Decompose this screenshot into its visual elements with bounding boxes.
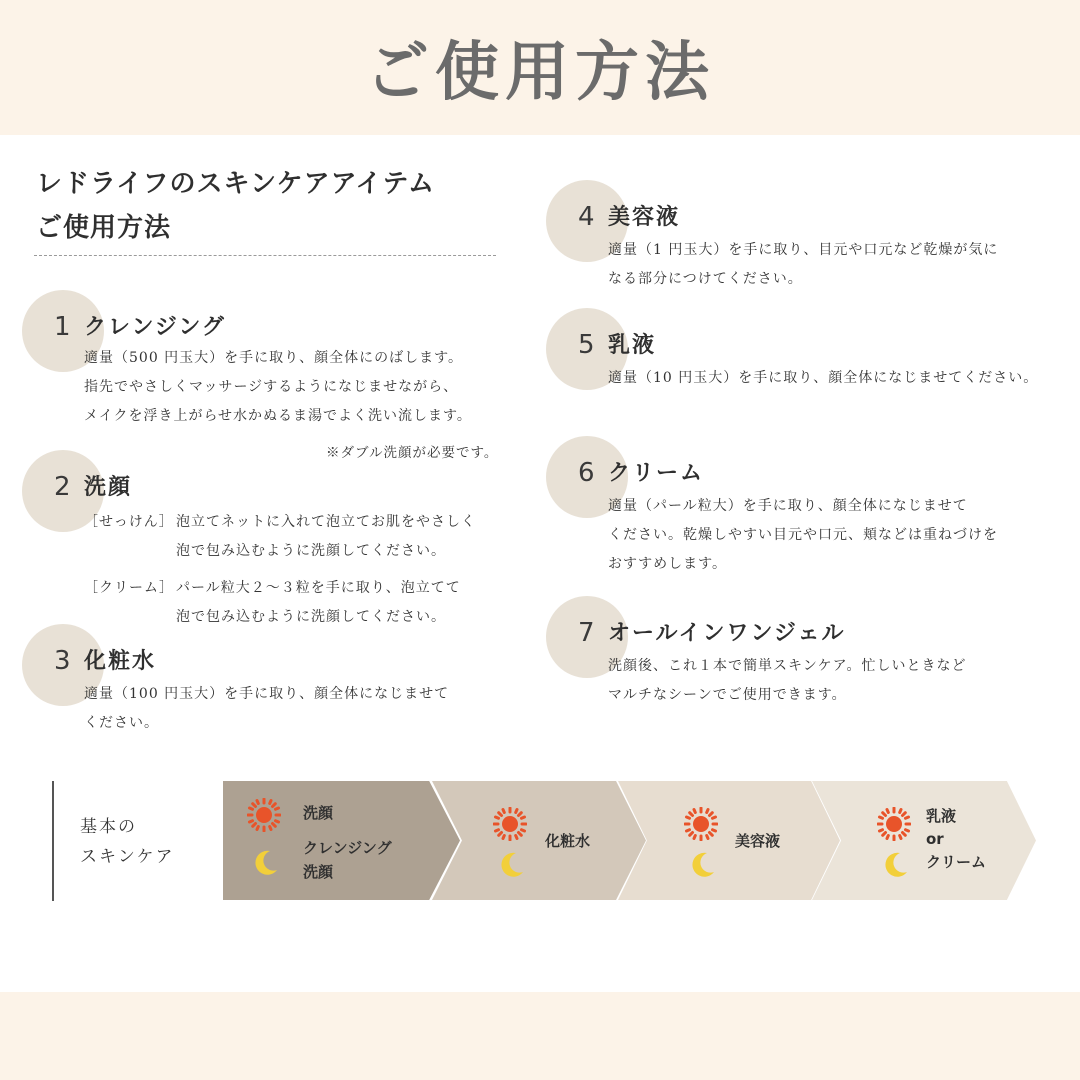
step-1-line: メイクを浮き上がらせ水かぬるま湯でよく洗い流します。 <box>84 408 472 424</box>
moon-icon <box>496 850 526 880</box>
stage-1-day-text: 洗顔 <box>303 804 334 822</box>
step-1-number: 1 <box>54 312 71 342</box>
step-2-cream <box>84 574 461 632</box>
step-5-number: 5 <box>578 330 595 360</box>
flow-label <box>80 812 175 872</box>
step-3-line: 適量（100 円玉大）を手に取り、顔全体になじませて <box>84 686 450 702</box>
step-4-line: 適量（1 円玉大）を手に取り、目元や口元など乾燥が気に <box>608 242 999 258</box>
step-3-line: ください。 <box>84 715 159 731</box>
step-2-cream-line: パール粒大２〜３粒を手に取り、泡立てて <box>176 580 461 596</box>
step-6-number: 6 <box>578 458 595 488</box>
step-3-body <box>84 680 449 738</box>
heading-line-1: レドライフのスキンケアアイテム <box>36 169 436 199</box>
step-7-line: マルチなシーンでご使用できます。 <box>608 687 847 703</box>
page-title: ご使用方法 <box>365 35 715 110</box>
step-5-body <box>608 364 1038 393</box>
stage-1-night-line: 洗顔 <box>303 863 334 881</box>
stage-2-text: 化粧水 <box>545 832 591 850</box>
stage-4-line: クリーム <box>926 853 987 871</box>
step-2-cream-tag: ［クリーム］ <box>84 580 174 596</box>
sun-icon <box>877 807 911 841</box>
step-2-soap-text <box>176 508 476 566</box>
stage-3-text: 美容液 <box>735 832 781 850</box>
step-1-line: 指先でやさしくマッサージするようになじませながら、 <box>84 379 459 395</box>
step-2-cream-line: 泡で包み込むように洗顔してください。 <box>176 609 446 625</box>
flow-label-line: 基本の <box>80 817 137 837</box>
step-1-note: ※ダブル洗顔が必要です。 <box>326 445 499 461</box>
step-6-title: クリーム <box>608 460 705 486</box>
step-5-title: 乳液 <box>608 332 657 358</box>
flow-divider <box>52 781 54 901</box>
stage-4-line: or <box>926 830 944 848</box>
step-7-line: 洗顔後、これ１本で簡単スキンケア。忙しいときなど <box>608 658 967 674</box>
step-6-line: ください。乾燥しやすい目元や口元、頬などは重ねづけを <box>608 527 998 543</box>
step-4-number: 4 <box>578 202 595 232</box>
step-7-body <box>608 652 966 710</box>
step-4-title: 美容液 <box>608 204 681 230</box>
step-6-body <box>608 492 998 579</box>
step-6-line: おすすめします。 <box>608 556 728 572</box>
step-3-title: 化粧水 <box>84 648 157 674</box>
step-1-line: 適量（500 円玉大）を手に取り、顔全体にのばします。 <box>84 350 464 366</box>
step-2-cream-text <box>176 574 461 632</box>
step-7-title: オールインワンジェル <box>608 620 846 646</box>
heading-divider <box>34 255 496 256</box>
step-4-line: なる部分につけてください。 <box>608 271 803 287</box>
flow-stage-4 <box>812 781 1036 900</box>
step-6-line: 適量（パール粒大）を手に取り、顔全体になじませて <box>608 498 968 514</box>
step-2-soap-line: 泡立てネットに入れて泡立てお肌をやさしく <box>176 514 476 530</box>
section-heading <box>36 162 435 250</box>
step-3-number: 3 <box>54 646 71 676</box>
sun-icon <box>684 807 718 841</box>
step-2-title: 洗顔 <box>84 474 133 500</box>
step-1-body <box>84 344 472 431</box>
heading-line-2: ご使用方法 <box>36 213 172 243</box>
step-2-soap-line: 泡で包み込むように洗顔してください。 <box>176 543 446 559</box>
moon-icon <box>880 850 910 880</box>
flow-stage-2 <box>432 781 646 900</box>
step-2-soap <box>84 508 476 566</box>
step-2-soap-tag: ［せっけん］ <box>84 514 174 530</box>
moon-icon <box>250 848 280 878</box>
sun-icon <box>493 807 527 841</box>
step-2-number: 2 <box>54 472 71 502</box>
step-1-title: クレンジング <box>84 314 226 340</box>
title-banner <box>0 0 1080 135</box>
moon-icon <box>687 850 717 880</box>
flow-label-line: スキンケア <box>80 847 175 867</box>
bottom-band <box>0 992 1080 1080</box>
stage-1-night-line: クレンジング <box>303 839 392 857</box>
step-5-line: 適量（10 円玉大）を手に取り、顔全体になじませてください。 <box>608 370 1039 386</box>
step-4-body <box>608 236 998 294</box>
stage-1-night-text <box>303 836 392 884</box>
stage-4-text <box>926 805 986 874</box>
step-7-number: 7 <box>578 618 595 648</box>
sun-icon <box>247 798 281 832</box>
stage-4-line: 乳液 <box>926 807 957 825</box>
flow-stage-3 <box>618 781 840 900</box>
